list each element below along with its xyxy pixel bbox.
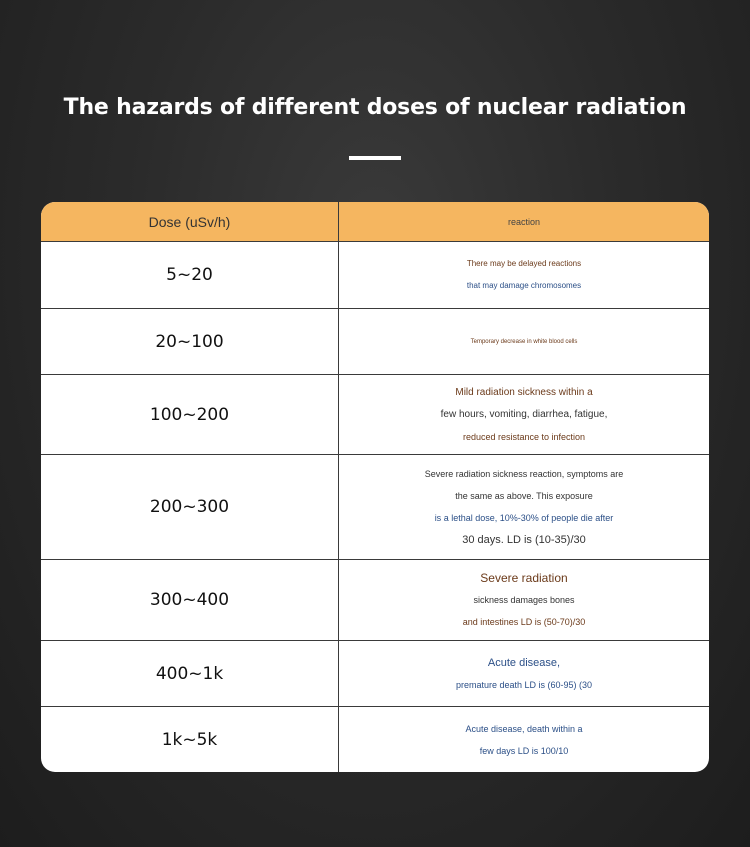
- reaction-cell: [339, 455, 709, 559]
- table-row: [41, 455, 709, 560]
- reaction-line: premature death LD is (60-95) (30: [455, 679, 593, 690]
- reaction-line: Acute disease, death within a: [465, 723, 583, 734]
- reaction-cell: [339, 309, 709, 374]
- reaction-line: sickness damages bones: [473, 595, 575, 605]
- reaction-line: reduced resistance to infection: [462, 431, 586, 442]
- radiation-dose-table: [41, 202, 709, 772]
- reaction-line: Severe radiation: [480, 571, 568, 585]
- dose-cell: 20~100: [41, 309, 339, 374]
- reaction-line: 30 days. LD is (10-35)/30: [462, 534, 586, 546]
- reaction-cell: [339, 375, 709, 454]
- reaction-line: few days LD is 100/10: [479, 745, 569, 756]
- dose-cell: 400~1k: [41, 641, 339, 706]
- reaction-cell: [339, 641, 709, 706]
- reaction-line: is a lethal dose, 10%-30% of people die after: [434, 513, 614, 523]
- table-header-row: [41, 202, 709, 242]
- reaction-line: and intestines LD is (50-70)/30: [462, 617, 586, 627]
- title-underline: [349, 156, 401, 160]
- table-row: [41, 242, 709, 309]
- header-reaction: reaction: [507, 216, 541, 227]
- reaction-line: Severe radiation sickness reaction, symptoms are: [424, 469, 624, 479]
- page-title: The hazards of different doses of nuclear radiation: [63, 95, 687, 120]
- table-row: [41, 309, 709, 375]
- reaction-line: There may be delayed reactions: [466, 259, 582, 268]
- reaction-line: the same as above. This exposure: [455, 491, 593, 501]
- dose-cell: 1k~5k: [41, 707, 339, 772]
- reaction-line: Acute disease,: [487, 656, 561, 669]
- reaction-cell: [339, 707, 709, 772]
- table-row: [41, 560, 709, 641]
- reaction-line: Temporary decrease in white blood cells: [470, 338, 578, 345]
- reaction-cell: [339, 242, 709, 308]
- reaction-line: few hours, vomiting, diarrhea, fatigue,: [440, 408, 608, 420]
- table-row: [41, 641, 709, 707]
- reaction-line: that may damage chromosomes: [466, 281, 582, 290]
- table-row: [41, 707, 709, 772]
- dose-cell: 300~400: [41, 560, 339, 640]
- dose-cell: 100~200: [41, 375, 339, 454]
- dose-cell: 5~20: [41, 242, 339, 308]
- dose-cell: 200~300: [41, 455, 339, 559]
- reaction-cell: [339, 560, 709, 640]
- header-dose: Dose (uSv/h): [41, 202, 339, 241]
- reaction-line: Mild radiation sickness within a: [455, 386, 593, 398]
- table-row: [41, 375, 709, 455]
